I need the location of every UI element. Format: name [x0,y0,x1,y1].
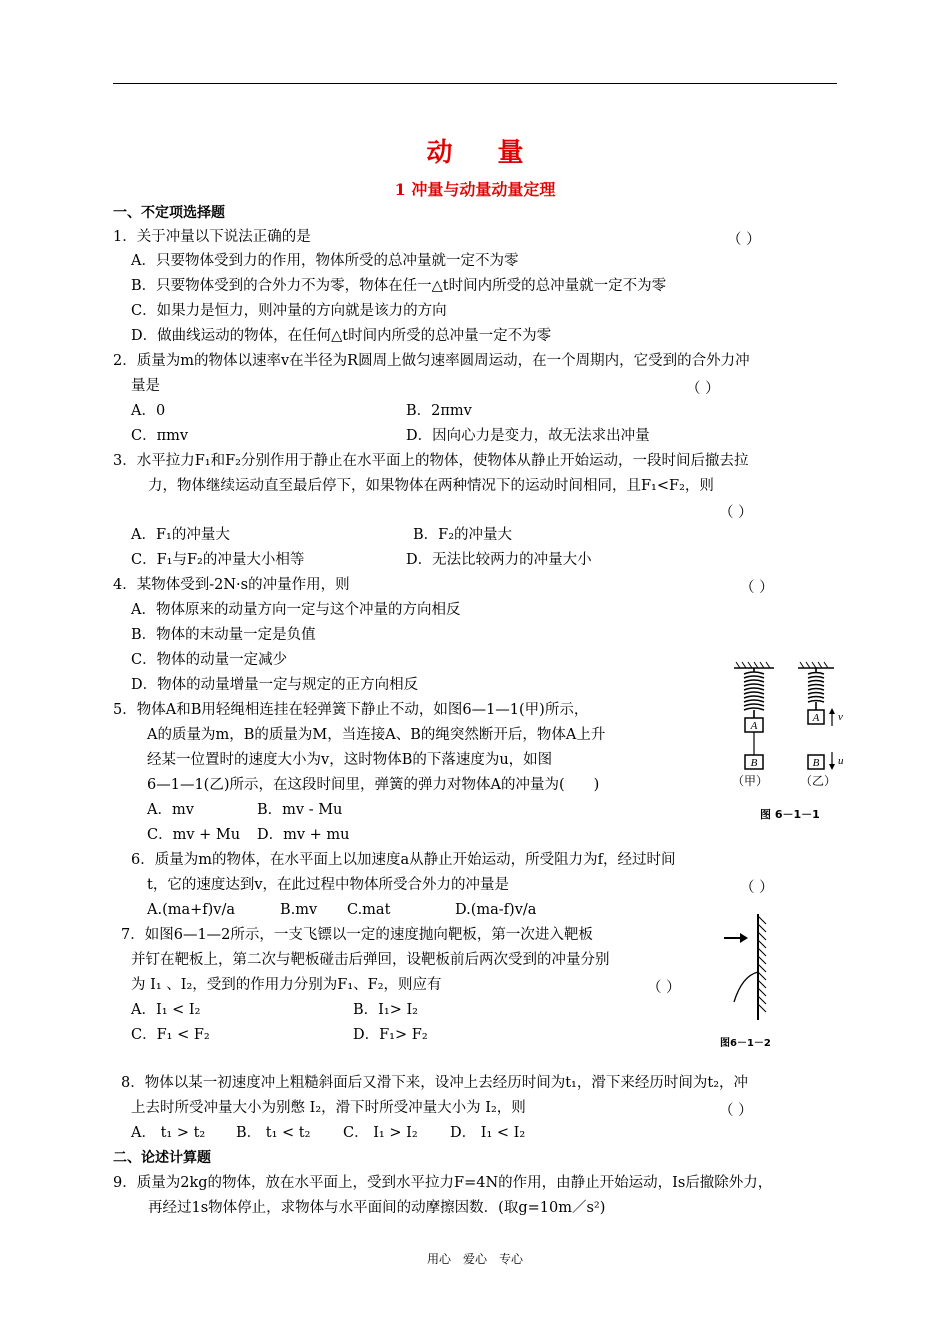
q2-stem-line1: 2．质量为m的物体以速率v在半径为R圆周上做匀速率圆周运动，在一个周期内，它受到的合外力冲 [113,353,750,369]
q7-stem-line3: 为 I₁ 、I₂，受到的作用力分别为F₁、F₂，则应有 [131,977,442,993]
page-footer: 用心 爱心 专心 [426,1252,523,1266]
q4-option-b: B．物体的末动量一定是负值 [131,627,316,643]
q2-option-a: A．0 [131,403,166,419]
q1-option-d: D．做曲线运动的物体，在任何△t时间内所受的总冲量一定不为零 [131,328,552,344]
q3-option-d: D．无法比较两力的冲量大小 [406,552,592,568]
q5-stem-line3: 经某一位置时的速度大小为v，这时物体B的下落速度为u，如图 [147,752,553,768]
q7-stem-line2: 并钉在靶板上，第二次与靶板碰击后弹回，设靶板前后两次受到的冲量分别 [131,952,610,968]
q6-option-c: C.mat [347,902,391,918]
arrow-up-head-icon [829,708,835,714]
q8-option-c: C． I₁ > I₂ [343,1125,418,1141]
q6-stem-line1: 6．质量为m的物体，在水平面上以加速度a从静止开始运动，所受阻力为f，经过时间 [131,852,676,868]
q6-option-b: B.mv [280,902,318,918]
q7-option-b: B．I₁> I₂ [353,1002,418,1018]
q4-option-a: A．物体原来的动量方向一定与这个冲量的方向相反 [131,602,461,618]
q9-stem-line2: 再经过1s物体停止，求物体与水平面间的动摩擦因数．(取g=10m／s²) [148,1200,606,1216]
q1-option-c: C．如果力是恒力，则冲量的方向就是该力的方向 [131,303,447,319]
rebound-path [734,972,758,1002]
section-heading-calc: 二、论述计算题 [113,1150,211,1166]
q4-stem: 4．某物体受到-2N·s的冲量作用，则 [113,577,350,593]
q6-answer-blank: （ ） [740,880,774,896]
q5-option-b: B．mv - Mu [257,802,343,818]
q7-option-c: C．F₁ < F₂ [131,1027,210,1043]
q9-stem-line1: 9．质量为2kg的物体，放在水平面上，受到水平拉力F=4N的作用，由静止开始运动，Is后撤除外力， [113,1175,773,1191]
ceiling-hatch-left [734,662,774,668]
q8-option-a: A． t₁ > t₂ [131,1125,206,1141]
q6-option-d: D.(ma-f)v/a [455,902,537,918]
figure-caption-6-1-1: 图 6－1－1 [760,808,820,821]
q7-option-a: A．I₁ < I₂ [131,1002,201,1018]
label-b-right: B [812,757,820,769]
page-title: 动 量 [426,138,542,168]
section-heading-choice: 一、不定项选择题 [113,205,225,221]
page-subtitle: 1 冲量与动量动量定理 [394,180,556,199]
header-rule [113,83,837,84]
q7-answer-blank: （ ） [647,980,681,996]
target-hatch [758,916,766,1012]
dart-target-figure [712,912,792,1052]
label-v: v [838,711,843,723]
q1-option-a: A．只要物体受到力的作用，物体所受的总冲量就一定不为零 [131,253,519,269]
q3-answer-blank: （ ） [719,505,753,521]
spring-left [744,668,764,718]
q6-option-a: A.(ma+f)v/a [147,902,236,918]
q5-option-a: A．mv [147,802,194,818]
label-b-left: B [750,757,758,769]
label-jia: （甲） [732,774,769,788]
q8-option-b: B． t₁ < t₂ [236,1125,311,1141]
spring-figure [728,660,848,830]
q4-answer-blank: （ ） [740,580,774,596]
q8-stem-line1: 8．物体以某一初速度冲上粗糙斜面后又滑下来，设冲上去经历时间为t₁，滑下来经历时间为t₂，冲 [121,1075,749,1091]
ceiling-hatch-right [798,662,834,668]
q5-stem-line1: 5．物体A和B用轻绳相连挂在轻弹簧下静止不动，如图6—1—1(甲)所示， [113,702,589,718]
q2-option-b: B．2πmv [406,403,472,419]
arrow-down-head-icon [829,764,835,770]
figure-caption-6-1-2: 图6－1－2 [720,1038,771,1049]
q3-option-c: C．F₁与F₂的冲量大小相等 [131,552,305,568]
q5-option-d: D．mv + mu [257,827,350,843]
label-a-right: A [812,712,820,724]
q5-stem-line4: 6—1—1(乙)所示，在这段时间里，弹簧的弹力对物体A的冲量为( ) [147,777,600,793]
q7-option-d: D．F₁> F₂ [353,1027,428,1043]
q3-option-a: A．F₁的冲量大 [131,527,230,543]
label-a-left: A [750,720,758,732]
q8-stem-line2: 上去时所受冲量大小为别憋 I₂，滑下时所受冲量大小为 I₂，则 [131,1100,526,1116]
q2-option-d: D．因向心力是变力，故无法求出冲量 [406,428,650,444]
q5-option-c: C．mv + Mu [147,827,241,843]
q8-option-d: D． I₁ < I₂ [450,1125,526,1141]
q3-stem-line1: 3．水平拉力F₁和F₂分别作用于静止在水平面上的物体，使物体从静止开始运动，一段时间后撤去拉 [113,453,749,469]
q1-option-b: B．只要物体受到的合外力不为零，物体在任一△t时间内所受的总冲量就一定不为零 [131,278,667,294]
q4-option-d: D．物体的动量增量一定与规定的正方向相反 [131,677,419,693]
dart-arrowhead-icon [740,933,748,943]
q2-option-c: C．πmv [131,428,189,444]
q1-answer-blank: （ ） [727,232,761,248]
label-u: u [838,755,844,767]
spring-right [808,668,824,710]
q3-option-b: B．F₂的冲量大 [413,527,513,543]
q5-stem-line2: A的质量为m，B的质量为M，当连接A、B的绳突然断开后，物体A上升 [147,727,606,743]
label-yi: （乙） [800,774,837,788]
q1-stem: 1．关于冲量以下说法正确的是 [113,229,311,245]
q2-answer-blank: （ ） [686,381,720,397]
q4-option-c: C．物体的动量一定减少 [131,652,288,668]
q6-stem-line2: t，它的速度达到v，在此过程中物体所受合外力的冲量是 [147,877,510,893]
q2-stem-line2: 量是 [131,378,160,394]
q3-stem-line2: 力，物体继续运动直至最后停下，如果物体在两种情况下的运动时间相同，且F₁<F₂，则 [148,478,714,494]
q8-answer-blank: （ ） [719,1103,753,1119]
q7-stem-line1: 7．如图6—1—2所示，一支飞镖以一定的速度抛向靶板，第一次进入靶板 [121,927,593,943]
